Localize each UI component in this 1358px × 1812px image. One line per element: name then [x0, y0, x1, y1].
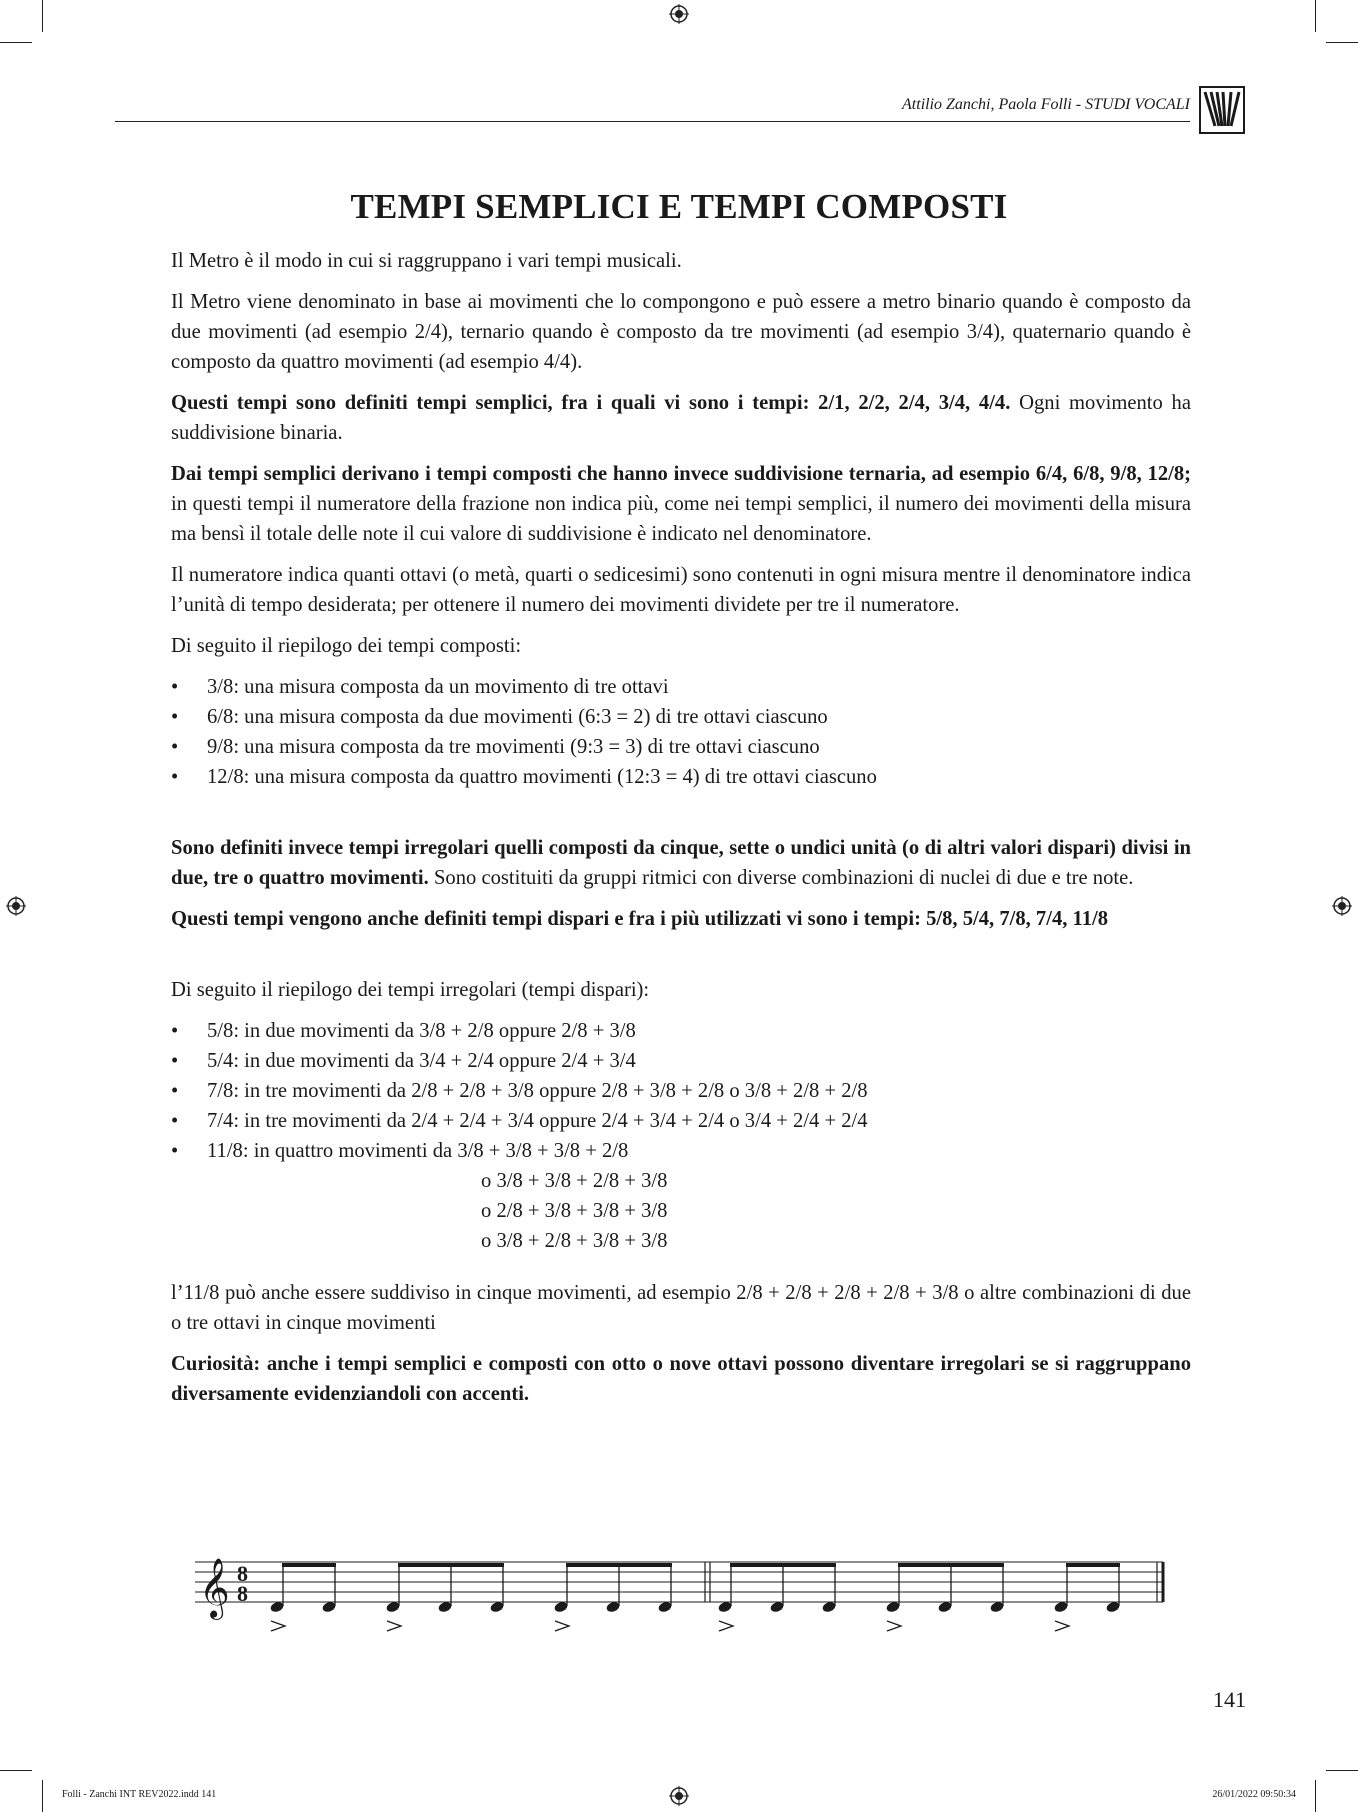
accent-mark	[387, 1621, 401, 1631]
accent-mark	[719, 1621, 733, 1631]
staff-lines	[195, 1562, 1163, 1602]
list-item: • 9/8: una misura composta da tre movimenti (9:3 = 3) di tre ottavi ciascuno	[171, 732, 1191, 762]
paragraph: Il numeratore indica quanti ottavi (o metà, quarti o sedicesimi) sono contenuti in ogni misura mentre il denominatore indica l’unità di tempo desiderata; per ottenere il numero dei movimenti dividete per tre il numeratore.	[171, 564, 1191, 616]
header-rule	[115, 121, 1190, 122]
registration-mark-icon	[669, 1786, 689, 1806]
irregular-times-list	[171, 1016, 1191, 1166]
time-signature-bottom: 8	[237, 1581, 248, 1606]
paragraph: Il Metro viene denominato in base ai movimenti che lo compongono e può essere a metro binario quando è composto da due movimenti (ad esempio 2/4), ternario quando è composto da tre movimenti (ad esempio 3/4), quaternario quando è composto da quattro movimenti (ad esempio 4/4).	[171, 291, 1191, 373]
registration-mark-icon	[1332, 896, 1352, 916]
text: Sono costituiti da gruppi ritmici con diverse combinazioni di nuclei di due e tre note.	[428, 867, 1134, 889]
paragraph: Il Metro è il modo in cui si raggruppano i vari tempi musicali.	[171, 250, 682, 272]
compound-times-list	[171, 672, 1191, 792]
music-staff-example	[195, 1554, 1175, 1634]
crop-mark	[42, 1780, 43, 1812]
list-item: • 7/4: in tre movimenti da 2/4 + 2/4 + 3/4 oppure 2/4 + 3/4 + 2/4 o 3/4 + 2/4 + 2/4	[171, 1106, 1191, 1136]
note-beam	[1066, 1563, 1120, 1567]
accent-mark	[887, 1621, 901, 1631]
crop-mark	[0, 1770, 32, 1771]
crop-mark	[1326, 1770, 1358, 1771]
paragraph: Di seguito il riepilogo dei tempi irregolari (tempi dispari):	[171, 979, 650, 1001]
accent-mark	[555, 1621, 569, 1631]
running-head: Attilio Zanchi, Paola Folli - STUDI VOCALI	[902, 96, 1190, 113]
publisher-logo-icon	[1199, 86, 1245, 134]
time-signature-top: 8	[237, 1561, 248, 1586]
paragraph	[171, 459, 1191, 549]
list-item: • 7/8: in tre movimenti da 2/8 + 2/8 + 3/8 oppure 2/8 + 3/8 + 2/8 o 3/8 + 2/8 + 2/8	[171, 1076, 1191, 1106]
treble-clef-icon: 𝄞	[199, 1558, 230, 1618]
paragraph	[171, 388, 1191, 448]
print-slug-date: 26/01/2022 09:50:34	[1212, 1789, 1296, 1800]
note-beam	[566, 1563, 672, 1567]
bold-text: Curiosità: anche i tempi semplici e composti con otto o nove ottavi possono diventare irregolari se si raggruppano diversamente evidenziandoli con accenti.	[171, 1353, 1191, 1405]
paragraph	[171, 833, 1191, 893]
note-beam	[730, 1563, 836, 1567]
print-slug-file: Folli - Zanchi INT REV2022.indd 141	[62, 1789, 217, 1800]
crop-mark	[1315, 1780, 1316, 1812]
paragraph: Di seguito il riepilogo dei tempi composti:	[171, 635, 522, 657]
note-beam	[398, 1563, 504, 1567]
text: in questi tempi il numeratore della frazione non indica più, come nei tempi semplici, il numero dei movimenti della misura ma bensì il totale delle note il cui valore di suddivisione è indicato nel denominatore.	[171, 493, 1191, 545]
bold-text: Dai tempi semplici derivano i tempi composti che hanno invece suddivisione ternaria, ad esempio 6/4, 6/8, 9/8, 12/8;	[171, 463, 1191, 485]
bold-text: Questi tempi sono definiti tempi semplici, fra i quali vi sono i tempi: 2/1, 2/2, 2/4, 3/4, 4/4.	[171, 392, 1011, 414]
list-item: • 6/8: una misura composta da due movimenti (6:3 = 2) di tre ottavi ciascuno	[171, 702, 1191, 732]
registration-mark-icon	[6, 896, 26, 916]
paragraph	[171, 1349, 1191, 1409]
list-continuation: o 3/8 + 2/8 + 3/8 + 3/8	[481, 1230, 668, 1252]
crop-mark	[0, 42, 32, 43]
list-item: • 12/8: una misura composta da quattro movimenti (12:3 = 4) di tre ottavi ciascuno	[171, 762, 1191, 792]
notes-layer	[269, 1563, 1120, 1631]
list-item: • 11/8: in quattro movimenti da 3/8 + 3/8 + 3/8 + 2/8	[171, 1136, 1191, 1166]
list-item: • 5/8: in due movimenti da 3/8 + 2/8 oppure 2/8 + 3/8	[171, 1016, 1191, 1046]
crop-mark	[1326, 42, 1358, 43]
list-continuation: o 2/8 + 3/8 + 3/8 + 3/8	[481, 1200, 668, 1222]
page-number: 141	[1213, 1687, 1246, 1712]
crop-mark	[1315, 0, 1316, 32]
paragraph: l’11/8 può anche essere suddiviso in cinque movimenti, ad esempio 2/8 + 2/8 + 2/8 + 2/8 + 3/8 o altre combinazioni di due o tre ottavi in cinque movimenti	[171, 1282, 1191, 1334]
paragraph	[171, 904, 1191, 934]
text: Ogni movimento ha suddivisione binaria.	[171, 392, 1191, 444]
bold-text: Questi tempi vengono anche definiti tempi dispari e fra i più utilizzati vi sono i tempi: 5/8, 5/4, 7/8, 7/4, 11/8	[171, 908, 1109, 930]
page-title: TEMPI SEMPLICI E TEMPI COMPOSTI	[350, 187, 1008, 226]
note-beam	[898, 1563, 1004, 1567]
accent-mark	[1055, 1621, 1069, 1631]
list-item: • 5/4: in due movimenti da 3/4 + 2/4 oppure 2/4 + 3/4	[171, 1046, 1191, 1076]
accent-mark	[271, 1621, 285, 1631]
bold-text: Sono definiti invece tempi irregolari quelli composti da cinque, sette o undici unità (o di altri valori dispari) divisi in due, tre o quattro movimenti.	[171, 837, 1191, 889]
list-continuation: o 3/8 + 3/8 + 2/8 + 3/8	[481, 1170, 668, 1192]
registration-mark-icon	[669, 4, 689, 24]
body-text	[171, 246, 1191, 1420]
list-item: • 3/8: una misura composta da un movimento di tre ottavi	[171, 672, 1191, 702]
note-beam	[282, 1563, 336, 1567]
crop-mark	[42, 0, 43, 32]
